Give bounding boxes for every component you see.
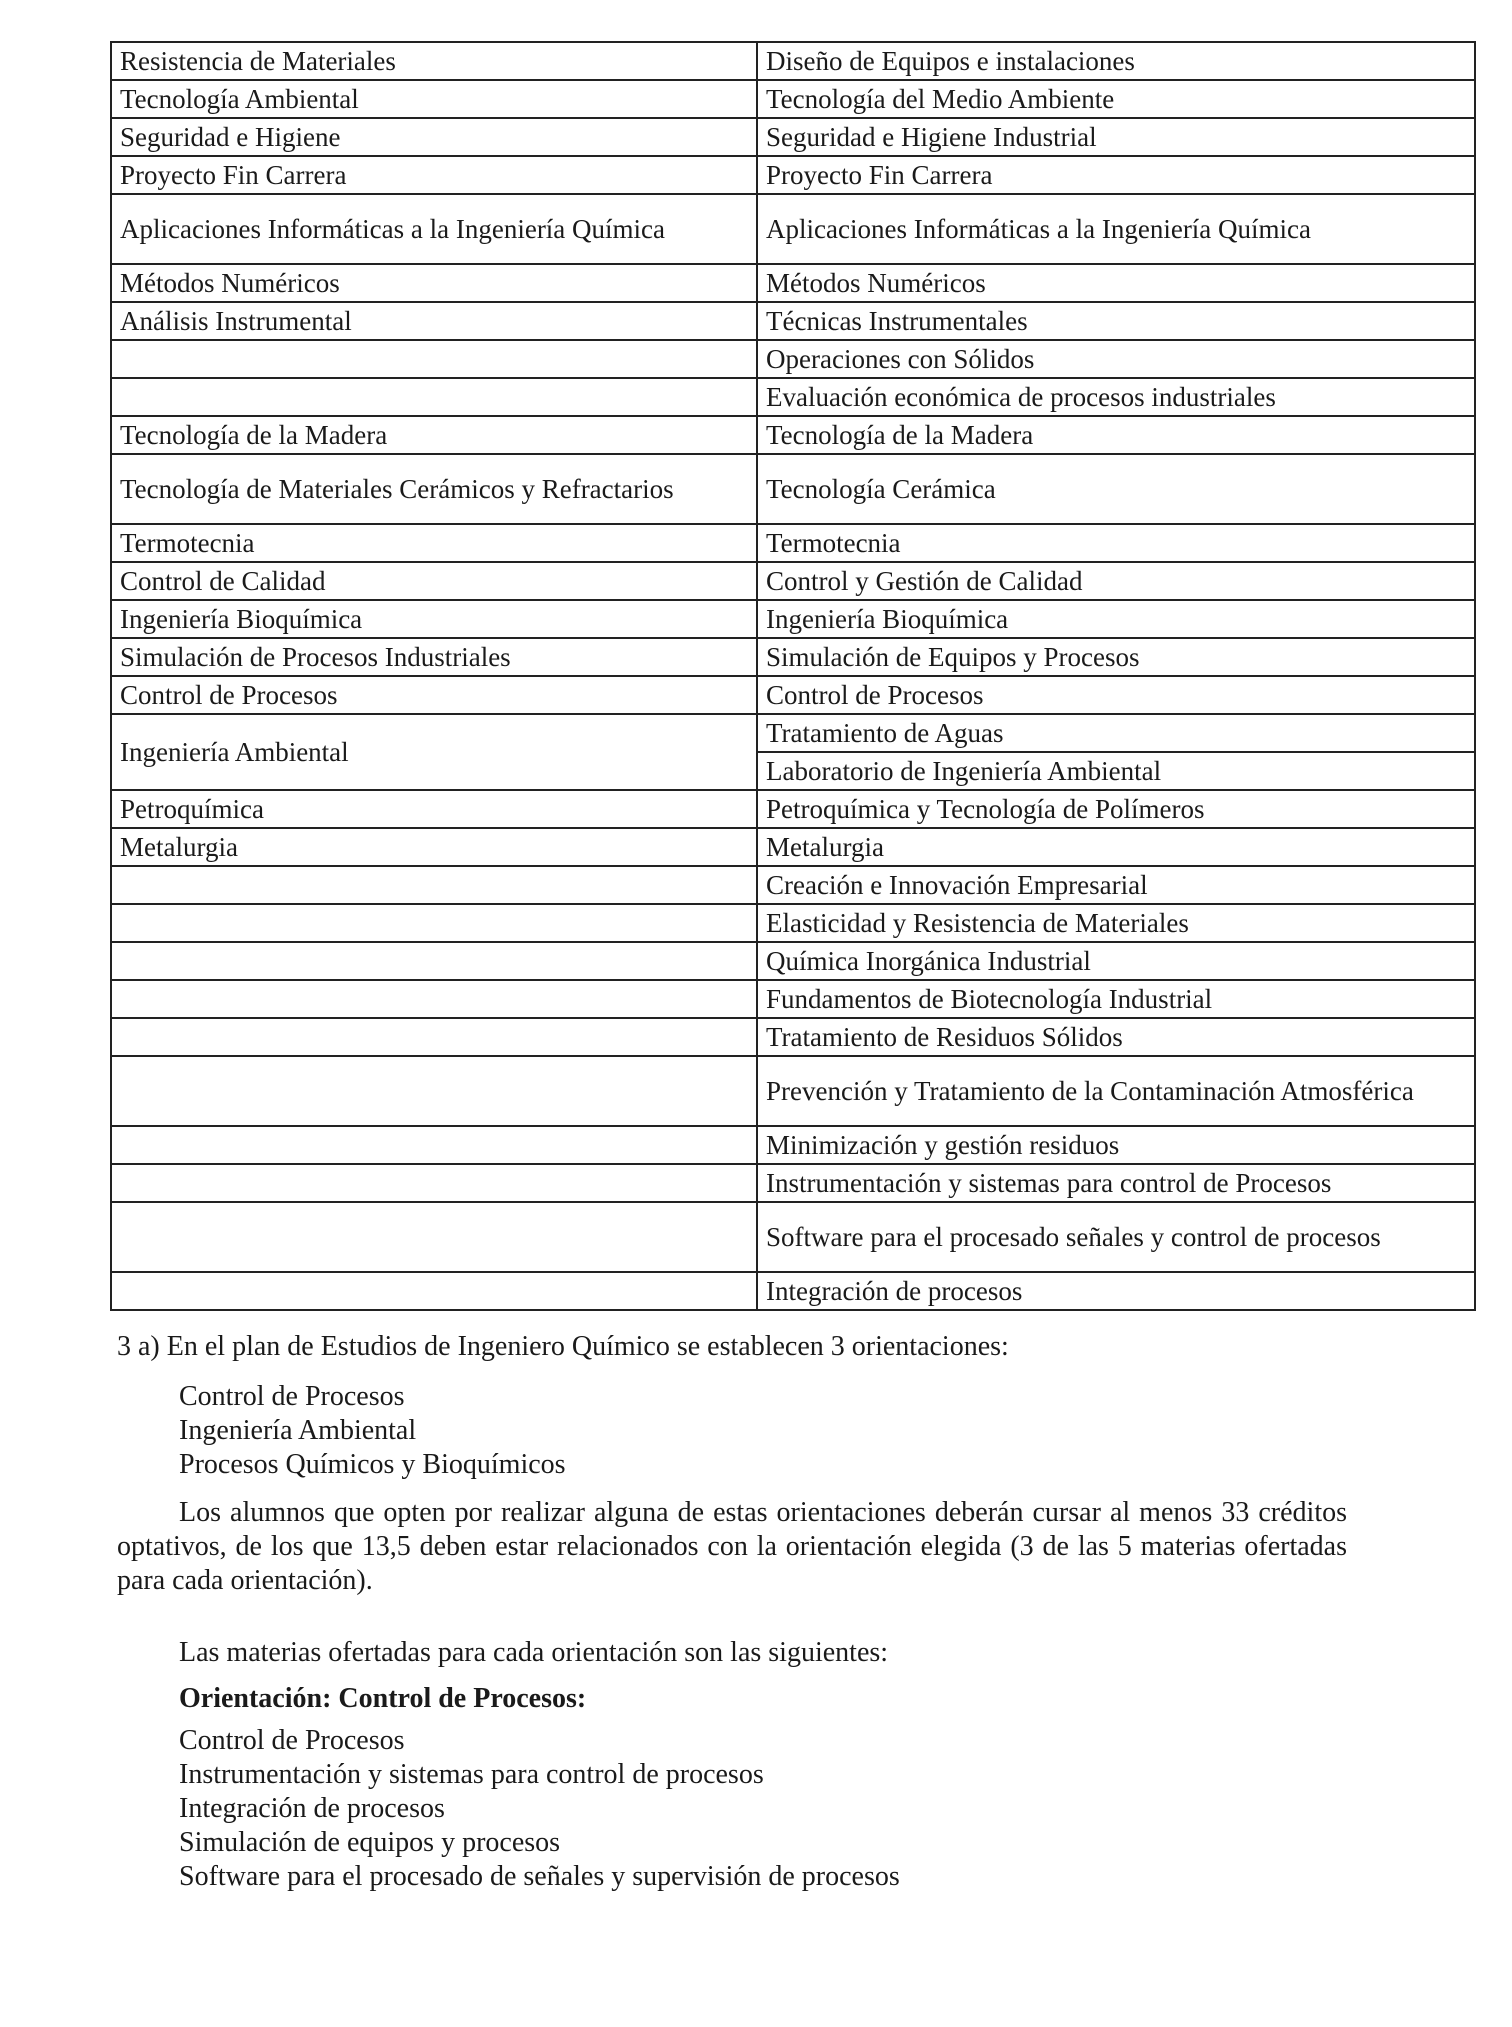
- table-cell-new-subject: Control y Gestión de Calidad: [757, 562, 1475, 600]
- table-cell-new-subject: Elasticidad y Resistencia de Materiales: [757, 904, 1475, 942]
- table-row: [111, 80, 1475, 118]
- table-row: [111, 1272, 1475, 1310]
- section-intro: 3 a) En el plan de Estudios de Ingeniero Químico se establecen 3 orientaciones:: [117, 1331, 1009, 1362]
- table-row: [111, 416, 1475, 454]
- table-cell-new-subject: Instrumentación y sistemas para control de Procesos: [757, 1164, 1475, 1202]
- table-row: [111, 454, 1475, 524]
- table-cell-new-subject: Simulación de Equipos y Procesos: [757, 638, 1475, 676]
- table-row: [111, 600, 1475, 638]
- table-row: [111, 562, 1475, 600]
- table-row: [111, 42, 1475, 80]
- table-cell-new-subject: Metalurgia: [757, 828, 1475, 866]
- table-row: [111, 378, 1475, 416]
- table-row: [111, 1164, 1475, 1202]
- table-cell-new-subject: Diseño de Equipos e instalaciones: [757, 42, 1475, 80]
- table-cell-new-subject: Termotecnia: [757, 524, 1475, 562]
- table-cell-old-subject: Metalurgia: [111, 828, 757, 866]
- table-cell-new-subject: Métodos Numéricos: [757, 264, 1475, 302]
- table-cell-empty: [111, 904, 757, 942]
- table-cell-new-subject: Evaluación económica de procesos industriales: [757, 378, 1475, 416]
- table-cell-new-subject: Control de Procesos: [757, 676, 1475, 714]
- table-row: [111, 1056, 1475, 1126]
- table-cell-new-subject: Tratamiento de Residuos Sólidos: [757, 1018, 1475, 1056]
- table-cell-old-subject: Seguridad e Higiene: [111, 118, 757, 156]
- table-cell-new-subject: Química Inorgánica Industrial: [757, 942, 1475, 980]
- table-cell-old-subject: Aplicaciones Informáticas a la Ingeniería Química: [111, 194, 757, 264]
- table-cell-new-subject: Seguridad e Higiene Industrial: [757, 118, 1475, 156]
- control-subjects-list: [179, 1724, 1347, 1894]
- table-row: [111, 264, 1475, 302]
- table-row: [111, 866, 1475, 904]
- table-row: [111, 1126, 1475, 1164]
- table-cell-old-subject: Tecnología Ambiental: [111, 80, 757, 118]
- table-cell-new-subject: Minimización y gestión residuos: [757, 1126, 1475, 1164]
- table-row: [111, 194, 1475, 264]
- table-cell-new-subject: Ingeniería Bioquímica: [757, 600, 1475, 638]
- list-item: Control de Procesos: [179, 1725, 405, 1756]
- table-row: [111, 714, 1475, 752]
- table-cell-new-subject: Aplicaciones Informáticas a la Ingeniería Química: [757, 194, 1475, 264]
- table-cell-empty: [111, 378, 757, 416]
- table-cell-empty: [111, 866, 757, 904]
- table-row: [111, 156, 1475, 194]
- table-cell-old-subject: Ingeniería Ambiental: [111, 714, 757, 790]
- table-cell-new-subject: Fundamentos de Biotecnología Industrial: [757, 980, 1475, 1018]
- table-cell-new-subject: Tratamiento de Aguas: [757, 714, 1475, 752]
- table-cell-empty: [111, 1272, 757, 1310]
- table-cell-empty: [111, 1164, 757, 1202]
- materias-intro: Las materias ofertadas para cada orientación son las siguientes:: [179, 1637, 889, 1668]
- table-cell-new-subject: Tecnología Cerámica: [757, 454, 1475, 524]
- table-cell-new-subject: Tecnología del Medio Ambiente: [757, 80, 1475, 118]
- table-cell-old-subject: Simulación de Procesos Industriales: [111, 638, 757, 676]
- table-row: [111, 340, 1475, 378]
- table-cell-old-subject: Control de Calidad: [111, 562, 757, 600]
- list-item: Control de Procesos: [179, 1381, 405, 1412]
- control-procesos-heading: Orientación: Control de Procesos:: [179, 1683, 587, 1714]
- table-row: [111, 828, 1475, 866]
- table-cell-empty: [111, 1056, 757, 1126]
- table-cell-old-subject: Análisis Instrumental: [111, 302, 757, 340]
- list-item: Integración de procesos: [179, 1793, 445, 1824]
- table-cell-new-subject: Prevención y Tratamiento de la Contaminación Atmosférica: [757, 1056, 1475, 1126]
- list-item: Instrumentación y sistemas para control de procesos: [179, 1759, 764, 1790]
- table-row: [111, 524, 1475, 562]
- table-row: [111, 1018, 1475, 1056]
- table-row: [111, 790, 1475, 828]
- table-cell-old-subject: Proyecto Fin Carrera: [111, 156, 757, 194]
- table-cell-new-subject: Proyecto Fin Carrera: [757, 156, 1475, 194]
- list-item: Software para el procesado de señales y supervisión de procesos: [179, 1861, 900, 1892]
- table-cell-old-subject: Control de Procesos: [111, 676, 757, 714]
- table-cell-new-subject: Petroquímica y Tecnología de Polímeros: [757, 790, 1475, 828]
- orientations-list: [179, 1380, 1347, 1482]
- table-row: [111, 904, 1475, 942]
- table-row: [111, 980, 1475, 1018]
- table-cell-new-subject: Creación e Innovación Empresarial: [757, 866, 1475, 904]
- table-cell-new-subject: Integración de procesos: [757, 1272, 1475, 1310]
- credits-paragraph: Los alumnos que opten por realizar alguna de estas orientaciones deberán cursar al menos 33 créditos optativos, de los que 13,5 deben estar relacionados con la orientación elegida (3 de las 5 materias ofertadas para cada orientación).: [117, 1497, 1347, 1596]
- table-cell-empty: [111, 1126, 757, 1164]
- table-cell-old-subject: Termotecnia: [111, 524, 757, 562]
- table-row: [111, 1202, 1475, 1272]
- table-row: [111, 638, 1475, 676]
- list-item: Procesos Químicos y Bioquímicos: [179, 1449, 566, 1480]
- table-cell-old-subject: Ingeniería Bioquímica: [111, 600, 757, 638]
- table-cell-old-subject: Tecnología de la Madera: [111, 416, 757, 454]
- table-row: [111, 942, 1475, 980]
- table-cell-empty: [111, 340, 757, 378]
- table-row: [111, 118, 1475, 156]
- table-cell-empty: [111, 942, 757, 980]
- list-item: Simulación de equipos y procesos: [179, 1827, 561, 1858]
- table-cell-new-subject: Laboratorio de Ingeniería Ambiental: [757, 752, 1475, 790]
- table-row: [111, 676, 1475, 714]
- table-cell-new-subject: Software para el procesado señales y control de procesos: [757, 1202, 1475, 1272]
- table-cell-empty: [111, 1018, 757, 1056]
- table-cell-old-subject: Petroquímica: [111, 790, 757, 828]
- table-row: [111, 302, 1475, 340]
- section-3a: [117, 1330, 1347, 1894]
- table-cell-new-subject: Operaciones con Sólidos: [757, 340, 1475, 378]
- table-cell-old-subject: Resistencia de Materiales: [111, 42, 757, 80]
- table-cell-new-subject: Técnicas Instrumentales: [757, 302, 1475, 340]
- table-cell-new-subject: Tecnología de la Madera: [757, 416, 1475, 454]
- table-cell-empty: [111, 1202, 757, 1272]
- table-cell-old-subject: Tecnología de Materiales Cerámicos y Refractarios: [111, 454, 757, 524]
- list-item: Ingeniería Ambiental: [179, 1415, 417, 1446]
- table-cell-old-subject: Métodos Numéricos: [111, 264, 757, 302]
- equivalence-table: [110, 41, 1476, 1311]
- table-cell-empty: [111, 980, 757, 1018]
